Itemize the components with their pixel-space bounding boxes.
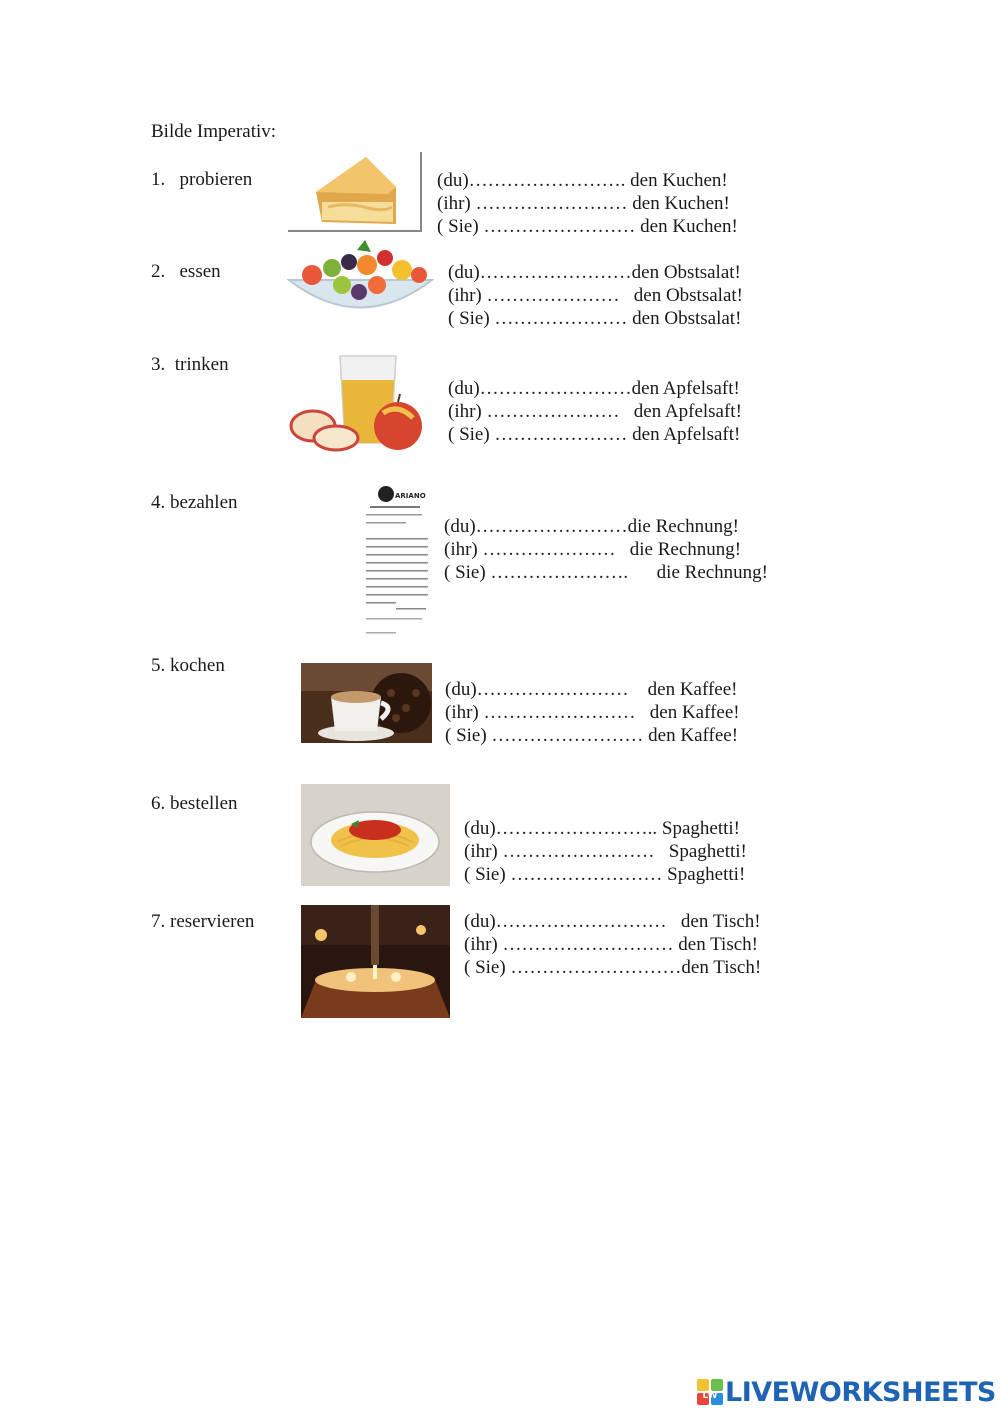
blank-sie-2[interactable]: ( Sie) ………………… den Obstsalat! [448,308,742,329]
blank-du-2[interactable]: (du)……………………den Obstsalat! [448,262,741,283]
blank-du-6[interactable]: (du)…………………….. Spaghetti! [464,818,741,839]
verb-reservieren: 7. reservieren [151,911,255,932]
blank-du-1[interactable]: (du)……………………. den Kuchen! [437,170,728,191]
verb-bezahlen: 4. bezahlen [151,492,238,513]
restaurant-table-icon [301,905,450,1018]
fruit-salad-icon [287,240,434,320]
blank-ihr-7[interactable]: (ihr) ……………………… den Tisch! [464,934,758,955]
liveworksheets-logo-icon [697,1379,723,1405]
liveworksheets-brand[interactable] [697,1377,996,1407]
apple-cake-icon [288,152,422,232]
blank-ihr-4[interactable]: (ihr) ………………… die Rechnung! [444,539,742,560]
blank-ihr-3[interactable]: (ihr) ………………… den Apfelsaft! [448,401,742,422]
receipt-header: ARIANO [395,492,426,500]
verb-trinken: 3. trinken [151,354,229,375]
verb-bestellen: 6. bestellen [151,793,238,814]
brand-name: LIVEWORKSHEETS [725,1376,996,1408]
blank-sie-7[interactable]: ( Sie) ………………………den Tisch! [464,957,762,978]
blank-sie-1[interactable]: ( Sie) …………………… den Kuchen! [437,216,738,237]
spaghetti-plate-icon [301,784,450,886]
blank-ihr-2[interactable]: (ihr) ………………… den Obstsalat! [448,285,743,306]
blank-ihr-6[interactable]: (ihr) …………………… Spaghetti! [464,841,747,862]
logo-letters: LW [702,1391,718,1401]
apple-juice-icon [288,348,428,458]
blank-ihr-1[interactable]: (ihr) …………………… den Kuchen! [437,193,730,214]
receipt-icon [360,482,432,638]
blank-sie-3[interactable]: ( Sie) ………………… den Apfelsaft! [448,424,741,445]
coffee-cup-icon [301,663,432,743]
verb-essen: 2. essen [151,261,221,282]
verb-probieren: 1. probieren [151,169,253,190]
blank-du-7[interactable]: (du)……………………… den Tisch! [464,911,761,932]
blank-sie-6[interactable]: ( Sie) …………………… Spaghetti! [464,864,746,885]
blank-du-4[interactable]: (du)……………………die Rechnung! [444,516,739,537]
verb-kochen: 5. kochen [151,655,225,676]
blank-ihr-5[interactable]: (ihr) …………………… den Kaffee! [445,702,740,723]
blank-du-3[interactable]: (du)……………………den Apfelsaft! [448,378,740,399]
blank-du-5[interactable]: (du)…………………… den Kaffee! [445,679,738,700]
worksheet-title: Bilde Imperativ: [151,121,277,142]
blank-sie-4[interactable]: ( Sie) …………………. die Rechnung! [444,562,769,583]
blank-sie-5[interactable]: ( Sie) …………………… den Kaffee! [445,725,739,746]
